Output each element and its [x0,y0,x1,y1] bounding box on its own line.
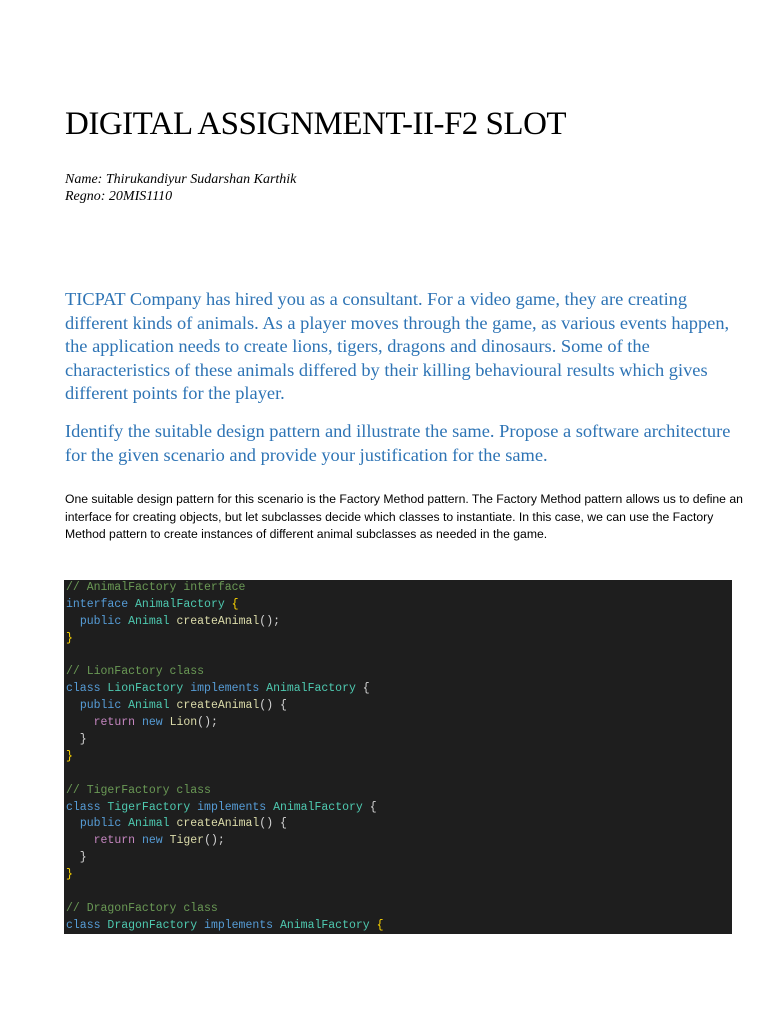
code-token: public [79,817,122,831]
code-token: } [66,868,73,882]
code-line [64,749,732,766]
code-token: AnimalFactory [135,597,225,611]
question-paragraph-2: Identify the suitable design pattern and illustrate the same. Propose a software architecture for the given scenario and provide your justification for the same. [65,421,731,465]
code-token: { [231,597,239,611]
student-regno: Regno: 20MIS1110 [65,189,173,204]
code-token: () { [259,699,287,713]
code-token: // TigerFactory class [66,783,211,797]
code-line [64,850,732,867]
code-token: Animal [128,817,170,831]
code-token: // AnimalFactory interface [66,581,246,594]
code-token [225,598,232,611]
code-line [64,918,732,934]
code-token: return [93,834,136,848]
code-token: createAnimal [176,817,260,831]
code-token: DragonFactory [107,918,198,932]
code-line [64,597,732,614]
code-line [64,681,732,698]
code-token: TigerFactory [107,800,191,814]
question-paragraph-1: TICPAT Company has hired you as a consultant. For a video game, they are creating different kinds of animals. As a player moves through the game, as various events happen, the application needs to create lions, tigers, dragons and dinosaurs. Some of the characteristics of these animals differed by their killing behavioural results which gives different points for the player. [65,289,730,404]
code-token: createAnimal [176,614,260,628]
code-token: } [66,749,73,763]
code-token: interface [66,597,129,611]
code-token: implements [204,918,274,932]
code-token: } [66,631,73,645]
code-token: AnimalFactory [266,682,356,696]
code-token [66,817,80,830]
code-line [64,901,732,918]
code-line [64,732,732,749]
student-info [65,171,296,205]
code-line [64,631,732,648]
code-token: class [66,918,101,932]
code-token: (); [259,614,281,628]
code-line [64,800,732,817]
code-token: { [362,800,377,814]
code-line [64,580,732,597]
code-token: createAnimal [176,699,260,713]
code-token [135,834,142,847]
code-token: AnimalFactory [273,800,363,814]
code-token: Lion [169,716,198,730]
code-token: } [66,733,87,747]
code-token [370,919,377,932]
code-line [64,884,732,901]
code-token: implements [197,800,267,814]
code-token [135,716,142,729]
code-token: { [376,918,384,932]
code-token: public [79,699,122,713]
code-token [66,716,94,729]
code-token: // LionFactory class [66,665,205,679]
code-token [163,834,170,847]
code-token [128,598,135,611]
code-line [64,614,732,631]
document-title: DIGITAL ASSIGNMENT-II-F2 SLOT [65,106,567,142]
code-line [64,783,732,800]
code-token: return [93,716,136,730]
code-token [66,834,94,847]
code-token: Tiger [169,834,205,848]
code-token: LionFactory [107,682,184,696]
code-token: { [355,682,370,696]
code-line [64,698,732,715]
code-token: } [66,851,87,865]
code-token [66,615,80,628]
code-line [64,816,732,833]
code-token: (); [197,716,218,730]
code-token: // DragonFactory class [66,901,218,915]
code-line [64,664,732,681]
answer-paragraph: One suitable design pattern for this scenario is the Factory Method pattern. The Factory Method pattern allows us to define an interface for creating objects, but let subclasses decide which classes to instantiate. In this case, we can use the Factory Method pattern to create instances of different animal subclasses as needed in the game. [65,492,743,541]
code-line [64,766,732,783]
code-token [66,699,80,712]
code-line [64,867,732,884]
code-token: Animal [128,699,170,713]
student-name: Name: Thirukandiyur Sudarshan Karthik [65,172,297,187]
code-token: AnimalFactory [279,918,370,932]
code-token: class [66,800,101,814]
code-token: class [66,682,101,696]
code-line [64,833,732,850]
code-token [273,919,280,932]
code-line [64,648,732,665]
code-block [64,580,732,934]
code-token: implements [190,682,260,696]
code-token: (); [204,834,225,848]
code-line [64,715,732,732]
code-token [197,919,204,932]
code-token: new [141,716,163,730]
code-token: () { [259,817,287,831]
code-token: new [141,834,163,848]
code-token [163,716,170,729]
code-token: Animal [128,614,170,628]
code-token: public [79,614,122,628]
